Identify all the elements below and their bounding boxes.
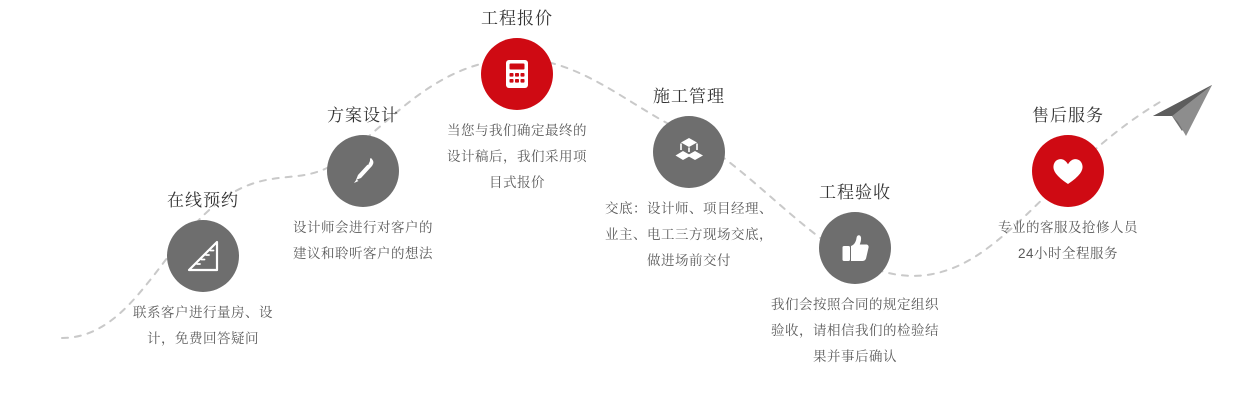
step-title: 方案设计	[327, 106, 399, 125]
step-description: 设计师会进行对客户的建议和聆听客户的想法	[293, 220, 433, 261]
boxes-icon	[653, 116, 725, 188]
step-title: 售后服务	[1032, 106, 1104, 125]
step-title: 工程验收	[819, 183, 891, 202]
process-step-5	[771, 182, 939, 370]
step-title: 在线预约	[167, 191, 239, 210]
heart-icon	[1032, 135, 1104, 207]
process-step-1	[128, 190, 278, 352]
step-title: 工程报价	[481, 9, 553, 28]
thumbs-up-icon	[819, 212, 891, 284]
ruler-icon	[167, 220, 239, 292]
step-icon-wrap	[442, 38, 592, 110]
step-description: 我们会按照合同的规定组织验收，请相信我们的检验结果并事后确认	[771, 297, 939, 364]
calculator-icon	[481, 38, 553, 110]
step-icon-wrap	[614, 116, 764, 188]
step-title: 施工管理	[653, 87, 725, 106]
step-description: 联系客户进行量房、设计，免费回答疑问	[133, 305, 273, 346]
step-icon-wrap	[780, 212, 930, 284]
step-icon-wrap	[993, 135, 1143, 207]
paper-plane-arrow-icon	[1153, 85, 1212, 136]
process-step-4	[605, 86, 773, 274]
step-description: 当您与我们确定最终的设计稿后，我们采用项目式报价	[447, 123, 587, 190]
pen-nib-icon	[327, 135, 399, 207]
step-icon-wrap	[288, 135, 438, 207]
step-icon-wrap	[128, 220, 278, 292]
step-description: 交底：设计师、项目经理、业主、电工三方现场交底，做进场前交付	[605, 201, 773, 268]
process-step-3	[442, 8, 592, 196]
process-step-6	[993, 105, 1143, 267]
process-step-2	[288, 105, 438, 267]
step-description: 专业的客服及抢修人员24小时全程服务	[998, 220, 1138, 261]
